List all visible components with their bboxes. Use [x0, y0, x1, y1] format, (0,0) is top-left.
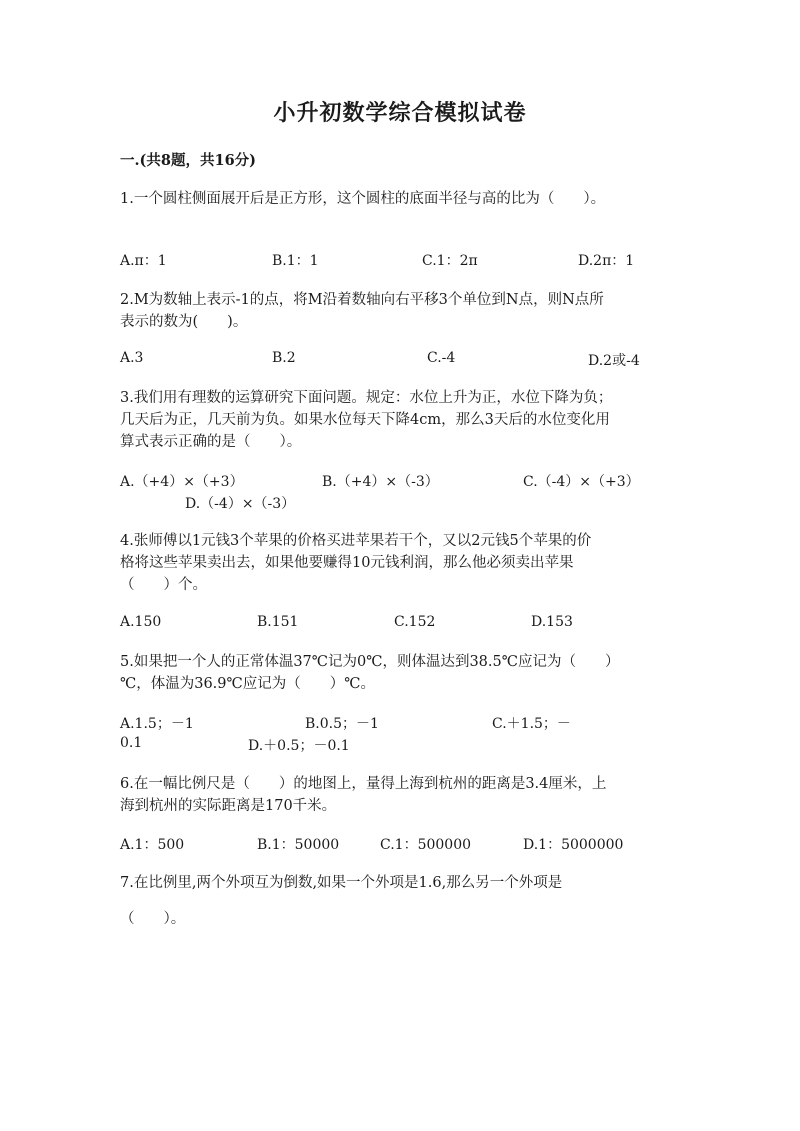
option-c: C.152: [394, 614, 436, 630]
option-b: B.1：1: [272, 253, 319, 269]
option-b: B.1：50000: [257, 837, 340, 853]
option-a: A.（+4）×（+3）: [120, 474, 244, 490]
question-text: （ ）个。: [120, 577, 207, 593]
question-text: 3.我们用有理数的运算研究下面问题。规定：水位上升为正，水位下降为负；: [120, 390, 613, 406]
option-d: D.2或-4: [588, 353, 640, 369]
option-c-continued: 0.1: [120, 735, 143, 751]
question-4: [120, 530, 680, 596]
option-b: B.0.5；－1: [305, 716, 379, 732]
option-a: A.π：1: [120, 253, 167, 269]
option-b: B.2: [272, 350, 296, 366]
option-d: D.＋0.5；－0.1: [248, 738, 350, 754]
question-1: [120, 188, 680, 210]
option-d: D.2π：1: [578, 253, 635, 269]
option-c: C.1：500000: [380, 837, 472, 853]
option-c: C.-4: [427, 350, 456, 366]
option-a: A.3: [120, 350, 144, 366]
question-text: 格将这些苹果卖出去，如果他要赚得10元钱利润，那么他必须卖出苹果: [120, 555, 574, 571]
option-a: A.1.5；－1: [120, 716, 194, 732]
question-7: [120, 872, 680, 930]
question-text: 1.一个圆柱侧面展开后是正方形，这个圆柱的底面半径与高的比为（ ）。: [120, 191, 606, 207]
question-text: 4.张师傅以1元钱3个苹果的价格买进苹果若干个，又以2元钱5个苹果的价: [120, 533, 592, 549]
option-c: C.＋1.5；－: [492, 716, 571, 732]
option-c: C.1：2π: [422, 253, 478, 269]
question-2: [120, 289, 680, 333]
option-b: B.（+4）×（-3）: [322, 474, 439, 490]
question-text: 7.在比例里,两个外项互为倒数,如果一个外项是1.6,那么另一个外项是: [120, 875, 563, 891]
option-d: D.（-4）×（-3）: [185, 496, 296, 512]
question-text: 5.如果把一个人的正常体温37℃记为0℃，则体温达到38.5℃应记为（ ）: [120, 654, 620, 670]
question-text: 算式表示正确的是（ ）。: [120, 434, 302, 450]
question-text: 表示的数为( )。: [120, 314, 248, 330]
option-d: D.153: [531, 614, 573, 630]
question-text: 海到杭州的实际距离是170千米。: [120, 798, 337, 814]
section-heading: 一.(共8题，共16分): [120, 152, 257, 169]
option-c: C.（-4）×（+3）: [523, 474, 640, 490]
option-a: A.1：500: [120, 837, 185, 853]
question-text: ℃，体温为36.9℃应记为（ ）℃。: [120, 676, 375, 692]
option-a: A.150: [120, 614, 162, 630]
option-d: D.1：5000000: [523, 837, 624, 853]
question-text: 6.在一幅比例尺是（ ）的地图上，量得上海到杭州的距离是3.4厘米，上: [120, 776, 607, 792]
question-6: [120, 773, 680, 817]
question-text: （ ）。: [120, 911, 186, 927]
question-5: [120, 651, 680, 695]
question-3: [120, 387, 680, 453]
question-text: 几天后为正，几天前为负。如果水位每天下降4cm，那么3天后的水位变化用: [120, 412, 610, 428]
question-text: 2.M为数轴上表示-1的点，将M沿着数轴向右平移3个单位到N点，则N点所: [120, 292, 604, 308]
option-b: B.151: [257, 614, 299, 630]
exam-title: 小升初数学综合模拟试卷: [273, 100, 527, 126]
